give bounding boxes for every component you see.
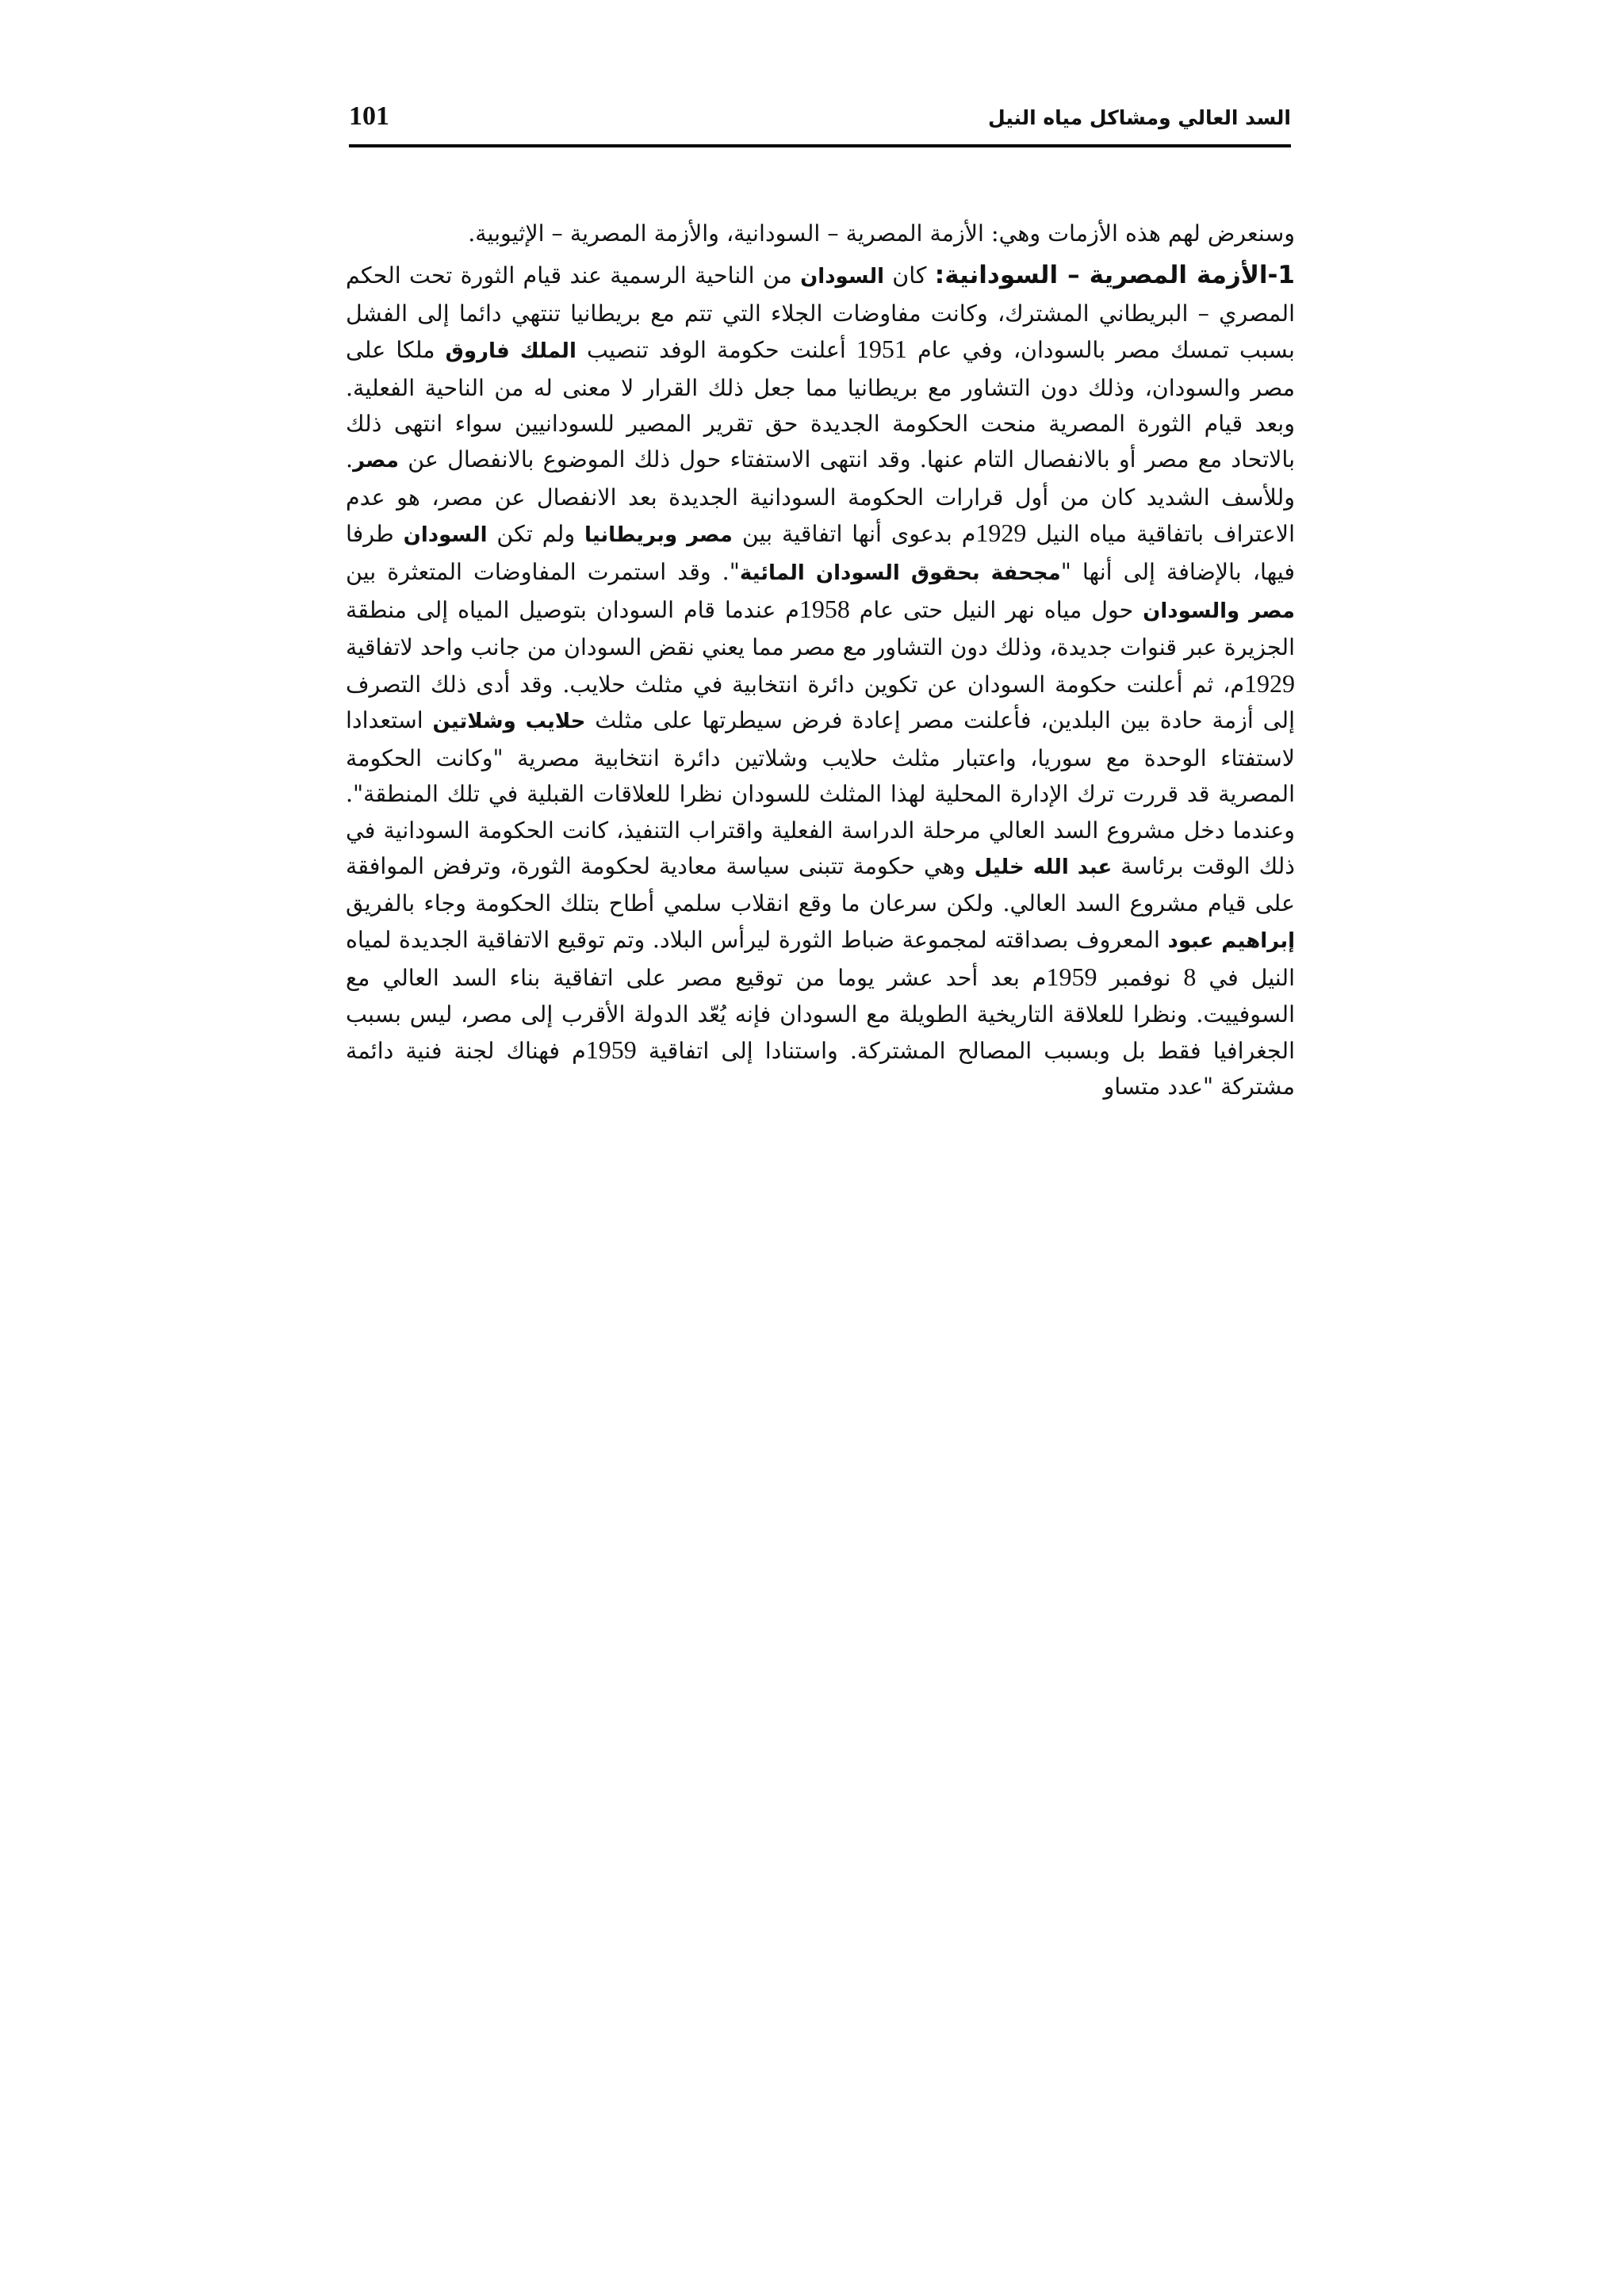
bold-term: مصر والسودان [1143,599,1295,624]
bold-term: مجحفة بحقوق السودان المائية [739,561,1061,585]
text-run: م بعد أحد عشر يوما من توقيع مصر على اتفاقية بناء السد العالي مع السوفييت. ونظرا للعلاقة التاريخية الطويلة مع السودان فإنه يُعّد الدولة الأقرب إلى مصر، ليس بسبب الجغرافيا فقط بل وبسبب المصالح المشتركة. واستنادا إلى اتفاقية [346,965,1296,1064]
number: 1929 [1244,668,1295,698]
bold-term: مصر [353,449,399,473]
text-run: حول مياه نهر النيل حتى عام [849,597,1143,624]
text-run: م، ثم أعلنت حكومة السودان عن تكوين دائرة انتخابية في مثلث حلايب. وقد أدى ذلك التصرف إلى أزمة حادة بين البلدين، فأعلنت مصر إعادة فرض سيطرتها على مثلث [346,671,1295,734]
text-run: وهي حكومة تتبنى سياسة معادية لحكومة الثورة، وترفض الموافقة على قيام مشروع السد العالي. ولكن سرعان ما وقع انقلاب سلمي أطاح بتلك الحكومة وجاء بالفريق [346,852,1295,917]
bold-term: حلايب وشلاتين [432,710,586,734]
bold-term: عبد الله خليل [974,855,1113,879]
text-run: م بدعوى أنها اتفاقية بين [732,521,976,548]
text-run: المعروف بصداقته لمجموعة ضباط الثورة ليرأس البلاد. وتم توقيع الاتفاقية الجديدة لمياه النيل في [346,926,1296,992]
text-run: من الناحية الرسمية عند قيام الثورة تحت الحكم المصري – البريطاني المشترك، وكانت مفاوضات الجلاء التي تتم مع بريطانيا تنتهي دائما إلى الفشل بسبب تمسك مصر بالسودان، وفي عام [346,262,1295,364]
header-rule [349,144,1291,147]
running-header-title: السد العالي ومشاكل مياه النيل [988,106,1291,129]
number: 8 [1183,962,1197,992]
text-run: ملكا على مصر والسودان، وذلك دون التشاور مع بريطانيا مما جعل ذلك القرار لا معنى له من الناحية الفعلية. وبعد قيام الثورة المصرية منحت الحكومة الجديدة حق تقرير المصير للسودانيين سواء انتهى ذلك بالاتحاد مع مصر أو بالانفصال التام عنها. وقد انتهى الاستفتاء حول ذلك الموضوع بالانفصال عن [346,337,1295,473]
text-run: . وللأسف الشديد كان من أول قرارات الحكومة السودانية الجديدة بعد الانفصال عن مصر، هو عدم الاعتراف باتفاقية مياه النيل [346,446,1295,548]
paragraph-gap [346,251,1295,258]
bold-term: إبراهيم عبود [1167,928,1296,953]
number: 1959 [585,1035,637,1064]
number: 1959 [1046,962,1097,992]
text-run: استعدادا لاستفتاء الوحدة مع سوريا، واعتبار مثلث حلايب وشلاتين دائرة انتخابية مصرية "وكانت الحكومة المصرية قد قررت ترك الإدارة المحلية لهذا المثلث للسودان نظرا للعلاقات القبلية في تلك المنطقة". وعندما دخل مشروع السد العالي مرحلة الدراسة الفعلية واقتراب التنفيذ، كانت الحكومة السودانية في ذلك الوقت برئاسة [346,707,1295,879]
main-text [346,216,1295,1105]
bold-term: السودان [800,265,884,289]
running-header [349,101,1291,149]
text-run: كان [884,262,935,289]
bold-term: الملك فاروق [445,339,576,364]
text-run: نوفمبر [1097,965,1184,992]
text-run: طرفا فيها، بالإضافة إلى أنها " [346,521,1295,585]
page-number: 101 [349,101,389,131]
number: 1951 [856,335,907,364]
text-run: ". وقد استمرت المفاوضات المتعثرة بين [346,558,740,585]
section-paragraph [346,258,1295,1104]
intro-paragraph: وسنعرض لهم هذه الأزمات وهي: الأزمة المصرية – السودانية، والأزمة المصرية – الإثيوبية. [468,220,1295,247]
text-run: أعلنت حكومة الوفد تنصيب [576,337,856,364]
bold-term: السودان [403,523,488,548]
number: 1958 [799,595,850,624]
section-heading: 1-الأزمة المصرية – السودانية: [934,261,1295,290]
text-run: م عندما قام السودان بتوصيل المياه إلى منطقة الجزيرة عبر قنوات جديدة، وذلك دون التشاور مع مصر مما يعني نقض السودان من جانب واحد لاتفاقية [346,597,1295,661]
bold-term: مصر وبريطانيا [584,523,733,548]
number: 1929 [975,519,1027,548]
text-run: ولم تكن [487,521,585,548]
text-run: م فهناك لجنة فنية دائمة مشتركة "عدد متساو [346,1037,1295,1100]
